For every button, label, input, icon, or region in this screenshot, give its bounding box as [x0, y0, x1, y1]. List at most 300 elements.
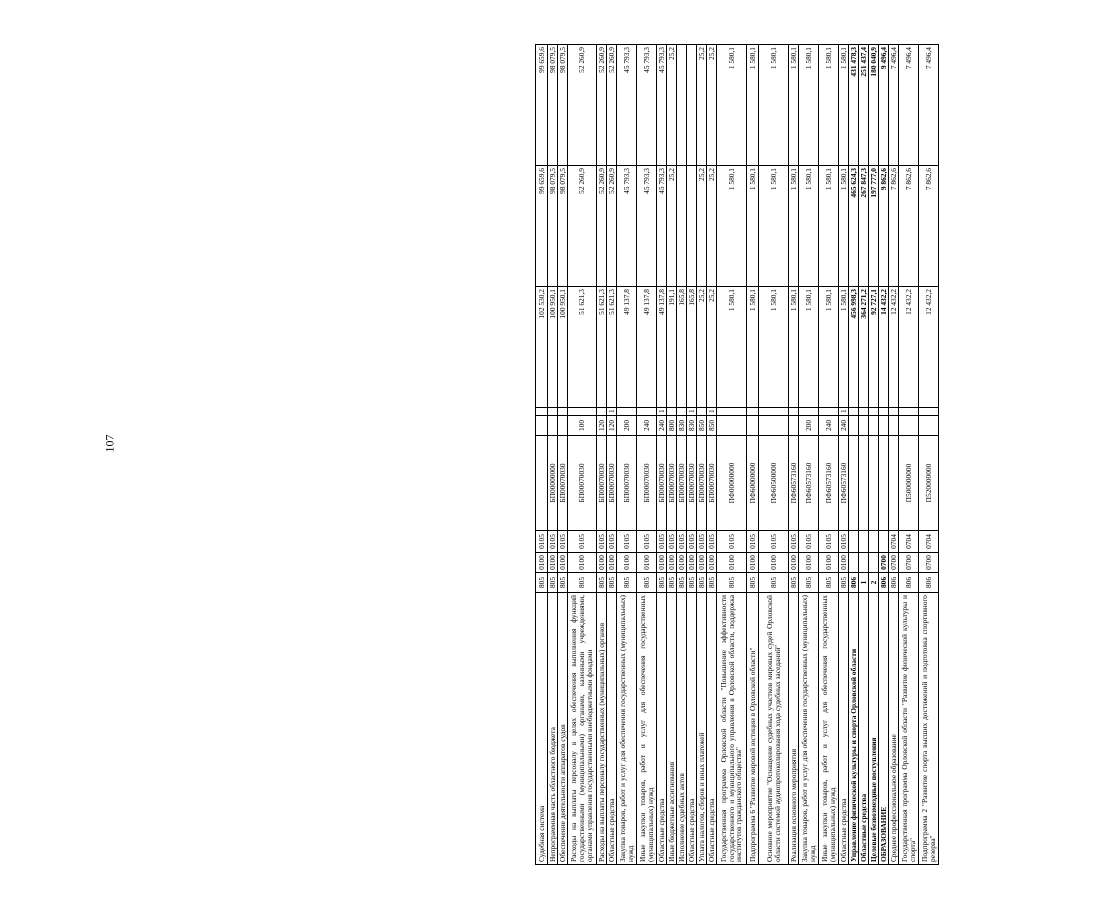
cell-target-article: ПФ60573160 — [839, 436, 849, 531]
cell-amount-year2: 45 793,3 — [657, 166, 667, 287]
cell-expense-type — [879, 416, 889, 436]
cell-amount-year3 — [677, 45, 687, 166]
table-row — [677, 45, 687, 865]
cell-amount-year3: 1 580,1 — [747, 45, 759, 166]
cell-grbs: 805 — [657, 573, 667, 593]
table-row — [536, 45, 548, 865]
cell-name: Иные закупки товаров, работ и услуг для обеспечения государственных (муниципальных) нужд — [637, 593, 657, 865]
cell-name: Областные средства — [839, 593, 849, 865]
cell-amount-year2: 1 580,1 — [717, 166, 747, 287]
cell-amount-year2: 7 862,6 — [889, 166, 899, 287]
cell-funding-source — [597, 408, 607, 416]
cell-funding-source — [558, 408, 568, 416]
table-row — [759, 45, 789, 865]
cell-amount-year1: 1 580,1 — [819, 287, 839, 408]
cell-amount-year2: 25,2 — [707, 166, 717, 287]
cell-name: Исполнение судебных актов — [677, 593, 687, 865]
cell-amount-year2: 7 862,6 — [919, 166, 939, 287]
cell-expense-type: 850 — [707, 416, 717, 436]
cell-name: Иные бюджетные ассигнования — [667, 593, 677, 865]
cell-name: Подпрограмма 6 "Развитие мировой юстиции в Орловской области" — [747, 593, 759, 865]
cell-razdel: 0100 — [637, 553, 657, 573]
cell-name: Расходы на выплаты персоналу государственных (муниципальных) органов — [597, 593, 607, 865]
cell-amount-year1: 12 432,2 — [889, 287, 899, 408]
cell-amount-year2: 465 624,3 — [849, 166, 859, 287]
cell-amount-year2: 267 847,3 — [859, 166, 869, 287]
cell-name: Государственная программа Орловской области "Развитие физической культуры и спорта" — [899, 593, 919, 865]
table-row — [869, 45, 879, 865]
table-body — [536, 45, 939, 865]
cell-amount-year3: 7 496,4 — [889, 45, 899, 166]
cell-razdel: 0100 — [677, 553, 687, 573]
cell-razdel: 0100 — [667, 553, 677, 573]
cell-target-article: ПФ60573160 — [819, 436, 839, 531]
cell-grbs: 2 — [869, 573, 879, 593]
cell-grbs: 806 — [899, 573, 919, 593]
cell-amount-year3: 45 793,3 — [657, 45, 667, 166]
cell-amount-year3: 45 793,3 — [637, 45, 657, 166]
cell-expense-type — [789, 416, 799, 436]
cell-target-article: БП00070030 — [568, 436, 597, 531]
table-row — [657, 45, 667, 865]
cell-amount-year2: 7 862,6 — [899, 166, 919, 287]
cell-amount-year3: 7 496,4 — [899, 45, 919, 166]
cell-grbs: 805 — [697, 573, 707, 593]
cell-razdel: 0700 — [889, 553, 899, 573]
rotated-table-container — [535, 45, 1110, 865]
cell-grbs: 805 — [789, 573, 799, 593]
cell-grbs: 805 — [707, 573, 717, 593]
cell-expense-type: 100 — [568, 416, 597, 436]
cell-amount-year2: 25,2 — [697, 166, 707, 287]
cell-grbs: 806 — [919, 573, 939, 593]
cell-razdel — [849, 553, 859, 573]
cell-podrazdel: 0704 — [899, 531, 919, 553]
cell-name: Областные средства — [859, 593, 869, 865]
cell-razdel: 0100 — [536, 553, 548, 573]
cell-grbs: 805 — [536, 573, 548, 593]
cell-name: Уплата налогов, сборов и иных платежей — [697, 593, 707, 865]
cell-name: Закупка товаров, работ и услуг для обеспечения государственных (муниципальных) нужд — [617, 593, 637, 865]
cell-amount-year1: 100 950,1 — [548, 287, 558, 408]
cell-podrazdel: 0105 — [657, 531, 667, 553]
cell-amount-year1: 51 621,3 — [607, 287, 617, 408]
cell-target-article: БП00070030 — [657, 436, 667, 531]
cell-amount-year3: 1 580,1 — [819, 45, 839, 166]
cell-amount-year2: 98 079,5 — [558, 166, 568, 287]
table-row — [789, 45, 799, 865]
cell-amount-year3: 25,2 — [667, 45, 677, 166]
cell-target-article: БП00070030 — [637, 436, 657, 531]
cell-target-article: БП00070030 — [597, 436, 607, 531]
cell-razdel: 0700 — [899, 553, 919, 573]
cell-amount-year3: 1 580,1 — [839, 45, 849, 166]
cell-amount-year3: 1 580,1 — [789, 45, 799, 166]
cell-razdel — [859, 553, 869, 573]
cell-amount-year2: 197 777,0 — [869, 166, 879, 287]
cell-podrazdel: 0105 — [558, 531, 568, 553]
cell-amount-year1: 102 530,2 — [536, 287, 548, 408]
cell-funding-source — [617, 408, 637, 416]
cell-podrazdel: 0105 — [667, 531, 677, 553]
cell-name: Областные средства — [657, 593, 667, 865]
cell-expense-type — [899, 416, 919, 436]
cell-amount-year3 — [687, 45, 697, 166]
cell-amount-year3: 99 659,6 — [536, 45, 548, 166]
cell-amount-year1: 165,8 — [687, 287, 697, 408]
cell-grbs: 805 — [717, 573, 747, 593]
table-row — [819, 45, 839, 865]
cell-razdel: 0100 — [839, 553, 849, 573]
cell-expense-type: 850 — [697, 416, 707, 436]
cell-name: Среднее профессиональное образование — [889, 593, 899, 865]
cell-amount-year1: 456 998,3 — [849, 287, 859, 408]
cell-podrazdel: 0105 — [789, 531, 799, 553]
cell-funding-source — [747, 408, 759, 416]
cell-expense-type: 120 — [597, 416, 607, 436]
table-row — [799, 45, 819, 865]
cell-amount-year3: 431 478,3 — [849, 45, 859, 166]
cell-podrazdel: 0105 — [637, 531, 657, 553]
cell-amount-year2: 98 079,5 — [548, 166, 558, 287]
table-row — [747, 45, 759, 865]
cell-target-article: БП00070030 — [607, 436, 617, 531]
cell-target-article: БП00000000 — [548, 436, 558, 531]
cell-amount-year3: 45 793,3 — [617, 45, 637, 166]
cell-name: Расходы на выплаты персоналу в целях обеспечения выполнения функций государственными (муниципальными) органами, казенными учреждениями, органами управления государственными внебюджетными фондами — [568, 593, 597, 865]
cell-expense-type — [869, 416, 879, 436]
cell-funding-source — [548, 408, 558, 416]
cell-amount-year3: 98 079,5 — [558, 45, 568, 166]
cell-podrazdel — [879, 531, 889, 553]
table-row — [919, 45, 939, 865]
cell-razdel: 0100 — [717, 553, 747, 573]
cell-amount-year3: 251 437,4 — [859, 45, 869, 166]
cell-razdel: 0100 — [607, 553, 617, 573]
table-row — [558, 45, 568, 865]
cell-amount-year1: 25,2 — [707, 287, 717, 408]
table-row — [839, 45, 849, 865]
table-row — [859, 45, 869, 865]
cell-amount-year3: 25,2 — [697, 45, 707, 166]
cell-expense-type — [859, 416, 869, 436]
cell-target-article — [889, 436, 899, 531]
cell-expense-type: 240 — [819, 416, 839, 436]
cell-grbs: 805 — [759, 573, 789, 593]
cell-funding-source — [889, 408, 899, 416]
table-row — [597, 45, 607, 865]
cell-target-article: БП00070030 — [677, 436, 687, 531]
cell-razdel: 0700 — [919, 553, 939, 573]
cell-expense-type — [919, 416, 939, 436]
cell-target-article: БП00070030 — [617, 436, 637, 531]
cell-razdel: 0100 — [819, 553, 839, 573]
cell-expense-type — [747, 416, 759, 436]
cell-amount-year1: 1 580,1 — [717, 287, 747, 408]
cell-grbs: 805 — [667, 573, 677, 593]
cell-expense-type: 800 — [667, 416, 677, 436]
cell-podrazdel: 0105 — [597, 531, 607, 553]
cell-expense-type: 200 — [617, 416, 637, 436]
cell-grbs: 805 — [548, 573, 558, 593]
cell-amount-year1: 51 621,3 — [597, 287, 607, 408]
cell-podrazdel: 0105 — [617, 531, 637, 553]
table-row — [889, 45, 899, 865]
cell-target-article — [849, 436, 859, 531]
table-row — [607, 45, 617, 865]
cell-funding-source — [717, 408, 747, 416]
table-row — [707, 45, 717, 865]
cell-podrazdel: 0105 — [687, 531, 697, 553]
cell-podrazdel — [859, 531, 869, 553]
cell-amount-year2: 1 580,1 — [799, 166, 819, 287]
cell-expense-type — [717, 416, 747, 436]
cell-amount-year3: 52 260,9 — [597, 45, 607, 166]
table-row — [899, 45, 919, 865]
cell-funding-source — [789, 408, 799, 416]
cell-name: Подпрограмма 2 "Развитие спорта высших достижений и подготовка спортивного резерва" — [919, 593, 939, 865]
cell-target-article: П500000000 — [899, 436, 919, 531]
table-row — [849, 45, 859, 865]
cell-grbs: 806 — [879, 573, 889, 593]
cell-amount-year1: 1 580,1 — [799, 287, 819, 408]
cell-funding-source — [568, 408, 597, 416]
cell-amount-year1: 1 580,1 — [747, 287, 759, 408]
cell-amount-year2: 1 580,1 — [789, 166, 799, 287]
cell-amount-year2 — [677, 166, 687, 287]
cell-amount-year1: 12 432,2 — [899, 287, 919, 408]
cell-funding-source — [879, 408, 889, 416]
cell-name: Судебная система — [536, 593, 548, 865]
cell-name: Областные средства — [707, 593, 717, 865]
cell-amount-year2: 52 260,9 — [607, 166, 617, 287]
cell-amount-year2: 1 580,1 — [819, 166, 839, 287]
cell-funding-source — [677, 408, 687, 416]
cell-funding-source: 1 — [607, 408, 617, 416]
cell-name: Основное мероприятие "Оснащение судебных участков мировых судей Орловской области системой аудиопротоколирования хода судебных заседаний" — [759, 593, 789, 865]
cell-grbs: 805 — [597, 573, 607, 593]
cell-razdel: 0100 — [759, 553, 789, 573]
cell-funding-source — [899, 408, 919, 416]
cell-amount-year1: 12 432,2 — [919, 287, 939, 408]
cell-amount-year2: 9 862,6 — [879, 166, 889, 287]
cell-podrazdel: 0105 — [607, 531, 617, 553]
table-row — [667, 45, 677, 865]
cell-amount-year1: 14 432,2 — [879, 287, 889, 408]
cell-amount-year3: 9 496,4 — [879, 45, 889, 166]
cell-grbs: 1 — [859, 573, 869, 593]
cell-podrazdel: 0105 — [568, 531, 597, 553]
cell-amount-year2: 99 659,6 — [536, 166, 548, 287]
cell-amount-year3: 1 580,1 — [717, 45, 747, 166]
table-row — [687, 45, 697, 865]
cell-funding-source — [819, 408, 839, 416]
table-row — [879, 45, 889, 865]
cell-podrazdel: 0105 — [819, 531, 839, 553]
budget-table — [535, 44, 939, 865]
cell-funding-source — [849, 408, 859, 416]
cell-grbs: 806 — [849, 573, 859, 593]
cell-funding-source — [667, 408, 677, 416]
cell-podrazdel: 0704 — [889, 531, 899, 553]
cell-amount-year1: 51 621,3 — [568, 287, 597, 408]
cell-amount-year1: 49 137,8 — [617, 287, 637, 408]
cell-razdel: 0100 — [597, 553, 607, 573]
cell-target-article: БП00070030 — [558, 436, 568, 531]
cell-amount-year3: 25,2 — [707, 45, 717, 166]
cell-name: Управление физической культуры и спорта Орловской области — [849, 593, 859, 865]
cell-podrazdel: 0105 — [536, 531, 548, 553]
cell-podrazdel: 0105 — [759, 531, 789, 553]
cell-razdel: 0100 — [697, 553, 707, 573]
cell-razdel — [869, 553, 879, 573]
cell-amount-year2: 45 793,3 — [637, 166, 657, 287]
cell-grbs: 805 — [568, 573, 597, 593]
cell-amount-year1: 191,1 — [667, 287, 677, 408]
cell-target-article: ПФ60573160 — [799, 436, 819, 531]
cell-amount-year2: 1 580,1 — [759, 166, 789, 287]
cell-name: Областные средства — [607, 593, 617, 865]
table-row — [548, 45, 558, 865]
cell-amount-year3: 98 079,5 — [548, 45, 558, 166]
cell-amount-year2: 1 580,1 — [839, 166, 849, 287]
cell-amount-year1: 49 137,8 — [637, 287, 657, 408]
cell-podrazdel: 0105 — [697, 531, 707, 553]
cell-grbs: 806 — [889, 573, 899, 593]
cell-funding-source: 1 — [707, 408, 717, 416]
cell-razdel: 0100 — [799, 553, 819, 573]
table-row — [617, 45, 637, 865]
cell-amount-year1: 25,2 — [697, 287, 707, 408]
cell-podrazdel: 0105 — [839, 531, 849, 553]
cell-podrazdel: 0704 — [919, 531, 939, 553]
cell-amount-year2 — [687, 166, 697, 287]
cell-target-article: ПФ60500000 — [759, 436, 789, 531]
cell-name: Реализация основного мероприятия — [789, 593, 799, 865]
cell-expense-type — [558, 416, 568, 436]
cell-expense-type: 830 — [677, 416, 687, 436]
cell-podrazdel: 0105 — [548, 531, 558, 553]
cell-amount-year3: 52 260,9 — [607, 45, 617, 166]
cell-podrazdel: 0105 — [707, 531, 717, 553]
cell-expense-type — [849, 416, 859, 436]
cell-grbs: 805 — [839, 573, 849, 593]
cell-amount-year2: 25,2 — [667, 166, 677, 287]
cell-expense-type — [759, 416, 789, 436]
cell-target-article — [879, 436, 889, 531]
cell-target-article: БП00070030 — [667, 436, 677, 531]
cell-amount-year1: 364 271,2 — [859, 287, 869, 408]
cell-expense-type — [889, 416, 899, 436]
cell-amount-year3: 52 260,9 — [568, 45, 597, 166]
cell-expense-type: 240 — [839, 416, 849, 436]
cell-amount-year1: 1 580,1 — [839, 287, 849, 408]
cell-razdel: 0100 — [548, 553, 558, 573]
cell-razdel: 0100 — [558, 553, 568, 573]
cell-expense-type — [548, 416, 558, 436]
cell-name: Закупка товаров, работ и услуг для обеспечения государственных (муниципальных) нужд — [799, 593, 819, 865]
cell-funding-source — [799, 408, 819, 416]
cell-target-article: БП00070030 — [707, 436, 717, 531]
cell-grbs: 805 — [617, 573, 637, 593]
table-row — [697, 45, 707, 865]
cell-amount-year3: 180 040,9 — [869, 45, 879, 166]
cell-expense-type — [536, 416, 548, 436]
cell-razdel: 0100 — [707, 553, 717, 573]
cell-target-article: БП00070030 — [687, 436, 697, 531]
cell-amount-year2: 52 260,9 — [568, 166, 597, 287]
cell-amount-year1: 1 580,1 — [759, 287, 789, 408]
cell-razdel: 0100 — [789, 553, 799, 573]
cell-funding-source — [859, 408, 869, 416]
cell-target-article — [869, 436, 879, 531]
cell-expense-type: 200 — [799, 416, 819, 436]
cell-amount-year1: 165,8 — [677, 287, 687, 408]
cell-name: Иные закупки товаров, работ и услуг для обеспечения государственных (муниципальных) нужд — [819, 593, 839, 865]
cell-podrazdel: 0105 — [677, 531, 687, 553]
cell-target-article: ПФ60573160 — [789, 436, 799, 531]
cell-name: Государственная программа Орловской области "Повышение эффективности государственного и муниципального управления в Орловской области, поддержка институтов гражданского общества" — [717, 593, 747, 865]
cell-grbs: 805 — [677, 573, 687, 593]
cell-expense-type: 830 — [687, 416, 697, 436]
cell-grbs: 805 — [687, 573, 697, 593]
cell-amount-year2: 45 793,3 — [617, 166, 637, 287]
cell-name: Обеспечение деятельности аппаратов судов — [558, 593, 568, 865]
cell-target-article: ПФ00000000 — [717, 436, 747, 531]
page-number: 107 — [102, 434, 117, 453]
table-row — [568, 45, 597, 865]
cell-podrazdel: 0105 — [717, 531, 747, 553]
cell-amount-year3: 7 496,4 — [919, 45, 939, 166]
cell-name: Областные средства — [687, 593, 697, 865]
cell-funding-source: 1 — [839, 408, 849, 416]
cell-funding-source — [536, 408, 548, 416]
table-row — [637, 45, 657, 865]
cell-funding-source: 1 — [687, 408, 697, 416]
cell-expense-type: 120 — [607, 416, 617, 436]
cell-name: Непрограммная часть областного бюджета — [548, 593, 558, 865]
cell-grbs: 805 — [607, 573, 617, 593]
cell-amount-year1: 100 950,1 — [558, 287, 568, 408]
cell-funding-source — [697, 408, 707, 416]
cell-grbs: 805 — [558, 573, 568, 593]
cell-amount-year1: 92 727,1 — [869, 287, 879, 408]
cell-funding-source — [919, 408, 939, 416]
cell-podrazdel — [849, 531, 859, 553]
cell-razdel: 0100 — [657, 553, 667, 573]
cell-funding-source — [637, 408, 657, 416]
cell-name: Целевые безвозмездные поступления — [869, 593, 879, 865]
cell-podrazdel — [869, 531, 879, 553]
cell-razdel: 0100 — [687, 553, 697, 573]
cell-name: ОБРАЗОВАНИЕ — [879, 593, 889, 865]
cell-expense-type: 240 — [637, 416, 657, 436]
cell-funding-source — [759, 408, 789, 416]
table-row — [717, 45, 747, 865]
cell-funding-source: 1 — [657, 408, 667, 416]
cell-amount-year1: 1 580,1 — [789, 287, 799, 408]
cell-amount-year1: 49 137,8 — [657, 287, 667, 408]
cell-amount-year2: 52 260,9 — [597, 166, 607, 287]
cell-podrazdel: 0105 — [799, 531, 819, 553]
cell-podrazdel: 0105 — [747, 531, 759, 553]
cell-target-article — [859, 436, 869, 531]
cell-razdel: 0100 — [568, 553, 597, 573]
cell-target-article: ПФ60000000 — [747, 436, 759, 531]
cell-expense-type: 240 — [657, 416, 667, 436]
cell-target-article: БП00070030 — [697, 436, 707, 531]
cell-target-article: П520000000 — [919, 436, 939, 531]
